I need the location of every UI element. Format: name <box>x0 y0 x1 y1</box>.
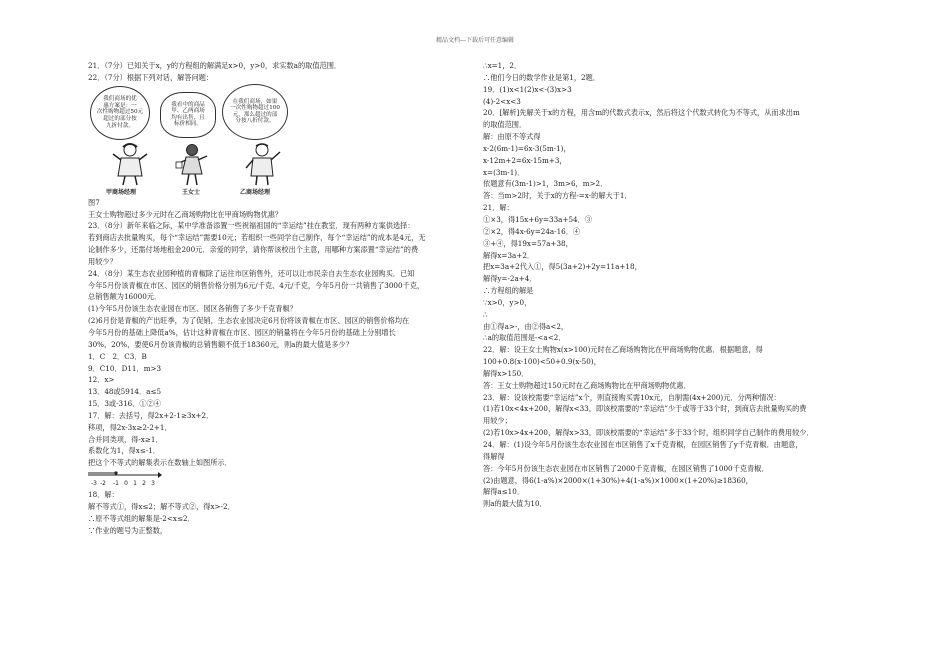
text-line: 总销售额为16000元． <box>88 292 162 302</box>
speech-bubble-yi: 在我们商场，如果 一次性购物超过100 元，那么超过的部 分按八折付款。 <box>222 84 288 140</box>
text-line: 100+0.8(x-100)<50+0.9(x-50)， <box>483 357 601 367</box>
text-line: ∴x=1，2． <box>483 61 522 70</box>
tick-label: -2 <box>100 480 106 488</box>
text-line: 则a的最大值为10． <box>483 499 547 509</box>
label-ms-wang: 王女士 <box>182 188 201 196</box>
text-line: 1．C 2．C3．B <box>88 351 147 361</box>
text-line: 论制作多少，还需付场地租金200元．亲爱的同学，请你帮该校出个主意，用哪种方案添置“幸运结”的费 <box>88 245 419 255</box>
text-line: (2)由题意，得6(1-a%)×2000×(1+30%)+4(1-a%)×1000×(1+20%)≥18360， <box>483 475 753 485</box>
text-line: 今年5月份的基础上降低a%，估计这种青椒在市区、园区的销量将在今年5月份的基础上分别增长 <box>88 327 396 337</box>
text-line: ∵作业的题号为正整数， <box>88 525 168 535</box>
text-line: 答：今年5月份该生态农业园在市区销售了2000千克青椒，在园区销售了1000千克青椒． <box>483 463 769 473</box>
text-line: 21．（7分）已知关于x，y的方程组的解满足x>0，y>0，求实数a的取值范围． <box>88 61 342 70</box>
text-line: 13．48或5914．a≤5 <box>88 387 162 397</box>
text-line: 23．解：设该校需要“幸运结”x个，则直接购买需10x元，自制需(4x+200)元．分两种情况： <box>483 392 781 402</box>
text-line: 15．3或-316．①②④ <box>88 399 161 409</box>
tick-label: -1 <box>113 480 119 488</box>
text-line: 解得y=-2a+4． <box>483 274 537 284</box>
tick-label: 0 <box>124 480 128 488</box>
text-line: 20．[解析]先解关于x的方程，用含m的代数式表示x，然后将这个代数式转化为不等式，从而求出m <box>483 108 800 118</box>
text-line: 依题意有(3m-1)>1，3m>6，m>2． <box>483 179 608 189</box>
ms-wang-illustration <box>174 142 210 186</box>
speech-bubble-wang: 我看中的商品 甲、乙两商场 均有出售，且 标价相同。 <box>160 92 216 138</box>
text-line: 解得x>150． <box>483 368 529 378</box>
text-line: 用较少？ <box>88 256 117 266</box>
text-line: 解不等式①，得x≤2；解不等式②，得x>-2． <box>88 501 235 511</box>
text-line: 的取值范围． <box>483 120 527 130</box>
text-line: (1)若10x<4x+200，解得x<33，即该校需要的“幸运结”少于或等于33个时，到商店去批量购买的费 <box>483 404 807 414</box>
text-line: 由①得a>-，由②得a<2， <box>483 321 569 331</box>
text-line: 12．x> <box>88 375 115 385</box>
text-line: ③+④，得19x=57a+38， <box>483 238 573 248</box>
text-line: ②×2，得4x-6y=24a-16．④ <box>483 226 581 236</box>
text-line: ∴他们今日的数学作业是第1，2题． <box>483 72 600 82</box>
label-manager-jia: 甲商场经理 <box>106 188 137 196</box>
tick-label: -3 <box>91 480 97 488</box>
manager-yi-illustration <box>240 142 284 186</box>
text-line: 合并同类项，得-x≥1． <box>88 434 163 444</box>
text-line: 答：王女士购物超过150元时在乙商场购物比在甲商场购物优惠． <box>483 380 691 390</box>
text-line: 得解得 <box>483 451 505 461</box>
text-line: 王女士购物超过多少元时在乙商场购物比在甲商场购物优惠？ <box>88 209 283 219</box>
text-line: (4)-2<x<3 <box>483 96 521 106</box>
text-line: 图7 <box>88 197 100 207</box>
text-line: 系数化为1，得x≤-1． <box>88 446 160 456</box>
text-line: (1)今年5月份该生态农业园在市区、园区各销售了多少千克青椒？ <box>88 304 297 314</box>
text-line: 把这个不等式的解集表示在数轴上如图所示． <box>88 458 232 468</box>
speech-bubble-jia: 我们商场的优 惠方案是：一 次性购物超过50元 超过的部分按 九折付款。 <box>90 86 150 140</box>
text-line: ∴原不等式组的解集是-2<x≤2． <box>88 513 195 523</box>
text-line: 9．C10．D11．m>3 <box>88 363 162 373</box>
text-line: 今年5月份该青椒在市区、园区的销售价格分别为6元/千克、4元/千克，今年5月份一共销售了3000千克， <box>88 280 425 290</box>
text-line: (2)若10x>4x+200，解得x>33，即该校需要的“幸运结”多于33个时，组织同学自己制作的费用较少． <box>483 428 814 438</box>
text-line: 用较少； <box>483 416 512 426</box>
text-line: 答：当m>2时，关于x的方程-=x-的解大于1． <box>483 191 632 201</box>
manager-jia-illustration <box>108 142 152 186</box>
text-line: 若到商店去批量购买，每个“幸运结”需要10元；若组织一些同学自己制作，每个“幸运结”的成本是4元，无 <box>88 233 426 243</box>
text-line: ∴ <box>483 309 488 319</box>
right-column <box>483 60 863 510</box>
tick-label: 3 <box>151 480 155 488</box>
tick-label: 1 <box>133 480 137 488</box>
text-line: 解得a≤10． <box>483 487 525 497</box>
text-line: 24．解：(1)设今年5月份该生态农业园在市区销售了x千克青椒，在园区销售了y千克青椒．由题意， <box>483 440 803 449</box>
text-line: 17．解：去括号，得2x+2-1≥3x+2． <box>88 410 214 420</box>
text-line: ①×3，得15x+6y=33a+54．③ <box>483 214 593 224</box>
page-header: 精品文档---下载后可任意编辑 <box>435 37 515 44</box>
number-line <box>88 469 238 489</box>
number-line-graphic <box>88 469 238 489</box>
text-line: ∴方程组的解是 <box>483 286 534 296</box>
text-line: x-2(6m-1)=6x-3(5m-1)， <box>483 143 571 153</box>
tick-label: 2 <box>142 480 146 488</box>
text-line: 18．解： <box>88 490 119 500</box>
text-line: ∵x>0，y>0， <box>483 297 532 307</box>
text-line: 解得x=3a+2． <box>483 250 535 260</box>
text-line: 解：由原不等式得 <box>483 132 541 142</box>
text-line: 19．(1)x<1(2)x<-(3)x>3 <box>483 84 572 94</box>
text-line: x-12m+2=6x-15m+3， <box>483 155 567 165</box>
dialogue-figure <box>88 84 388 197</box>
text-line: 21．解： <box>483 203 514 213</box>
text-line: 移项，得2x-3x≥2-2+1． <box>88 422 172 432</box>
text-line: 把x=3a+2代入①，得5(3a+2)+2y=11a+18， <box>483 262 642 272</box>
label-manager-yi: 乙商场经理 <box>240 188 271 196</box>
text-line: 30%，20%，要使6月份该青椒的总销售额不低于18360元，则a的最大值是多少？ <box>88 339 353 349</box>
left-column <box>88 60 466 536</box>
text-line: 23．（8分）新年来临之际，某中学准备添置一些祝福祖国的“幸运结”挂在教室．现有两种方案供选择： <box>88 221 415 231</box>
text-line: 22．（7分）根据下列对话，解答问题： <box>88 72 214 82</box>
text-line: x=(3m-1)． <box>483 167 525 177</box>
text-line: (2)6月份是青椒的产出旺季，为了促销，生态农业园决定6月份将该青椒在市区、园区的销售价格均在 <box>88 316 410 326</box>
text-line: 22．解：设王女士购物x(x>100)元时在乙商场购物比在甲商场购物优惠．根据题意，得 <box>483 345 763 355</box>
text-line: ∴a的取值范围是-<a<2． <box>483 333 566 343</box>
text-line: 24．（8分）某生态农业园种植的青椒除了运往市区销售外，还可以让市民亲自去生态农业园购买．已知 <box>88 268 415 278</box>
